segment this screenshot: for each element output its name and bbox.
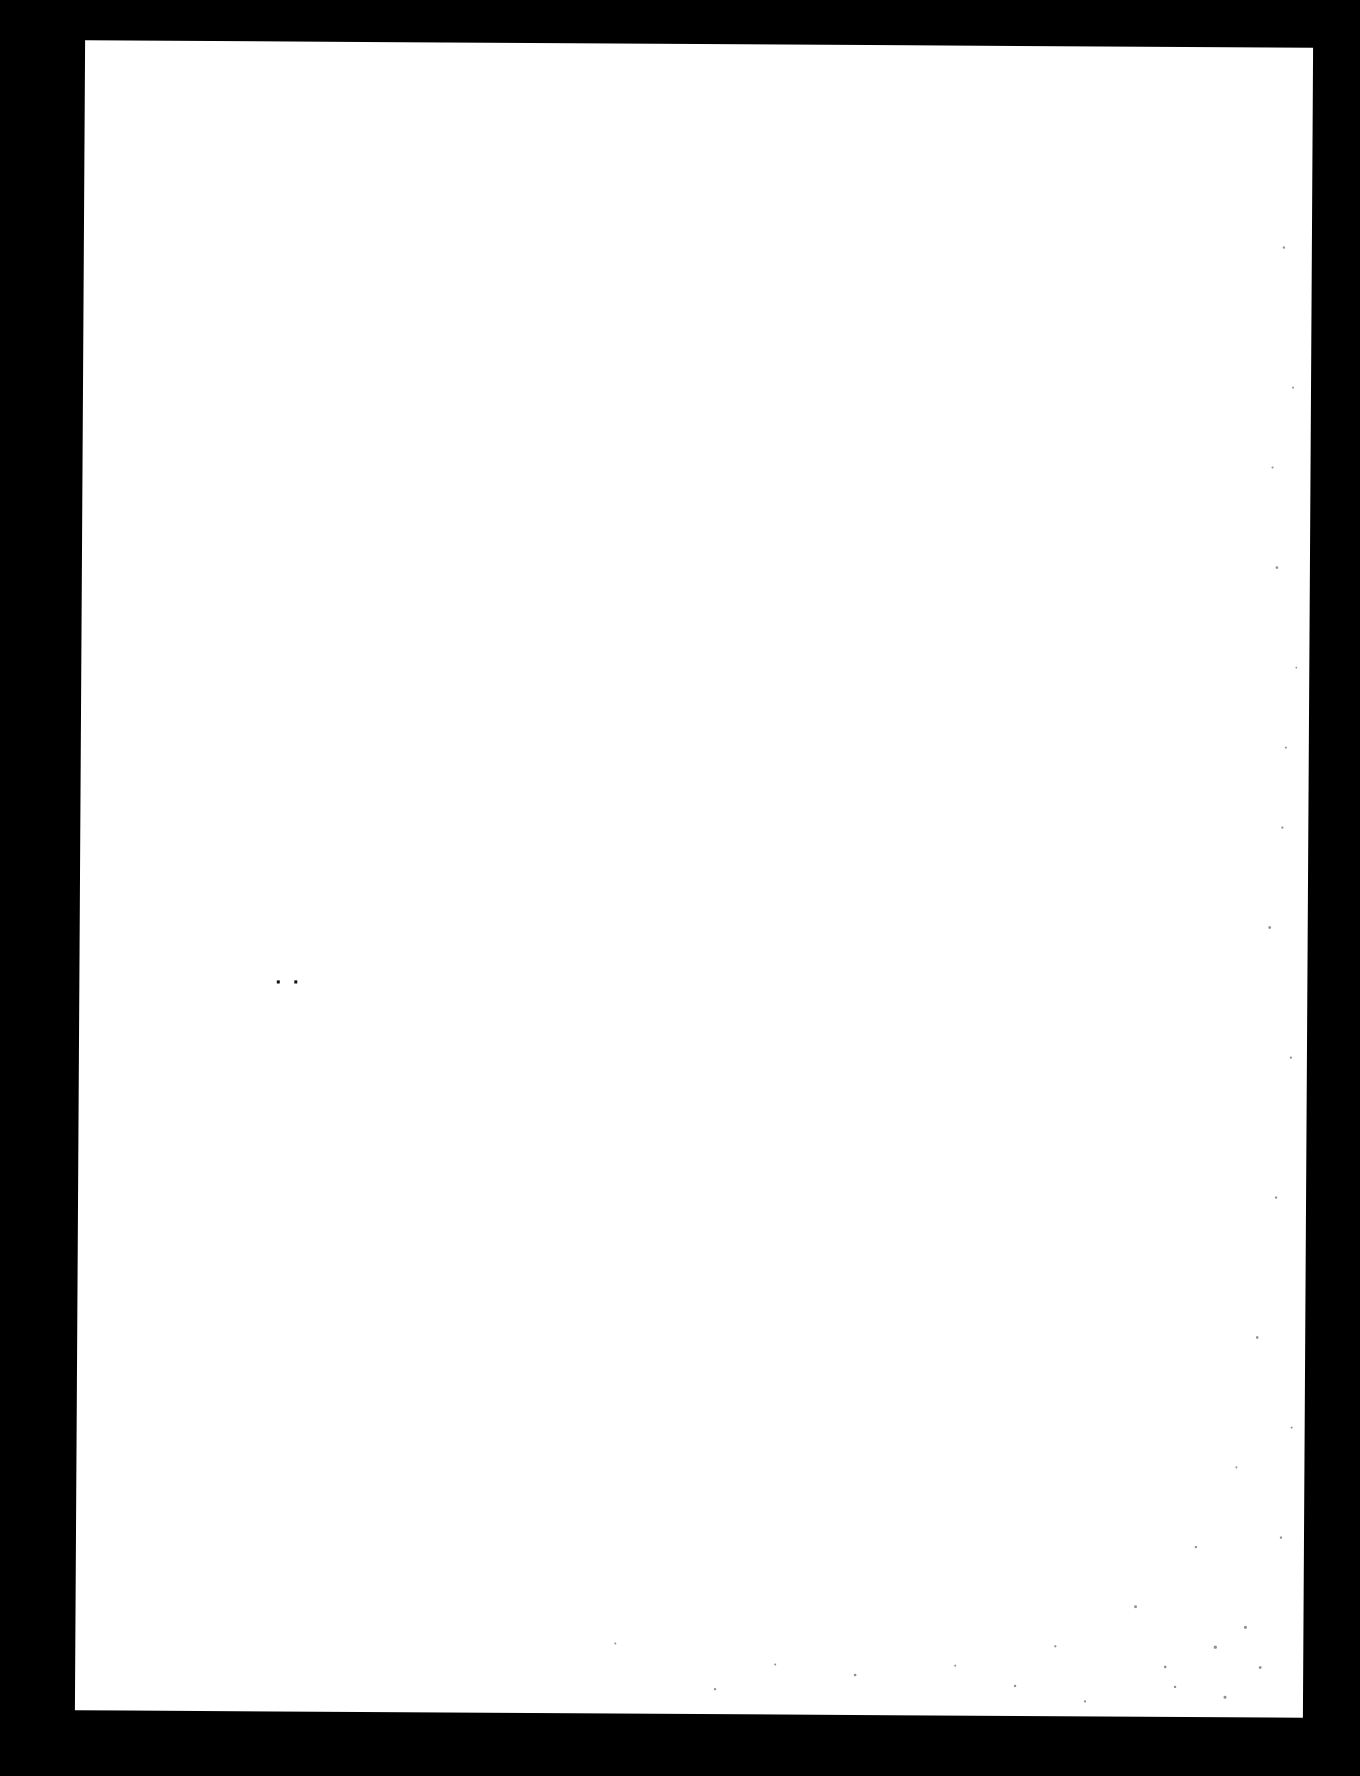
page-number — [76, 1552, 1304, 1560]
section-18-litigation — [213, 401, 1189, 434]
paragraph-notice-continuation — [214, 191, 1190, 197]
section-20-governing-law: . . — [275, 965, 305, 989]
section-19-use-of-words — [211, 727, 1187, 760]
scan-noise — [75, 40, 1313, 1717]
document-number — [85, 114, 1313, 122]
document-page — [75, 40, 1313, 1717]
